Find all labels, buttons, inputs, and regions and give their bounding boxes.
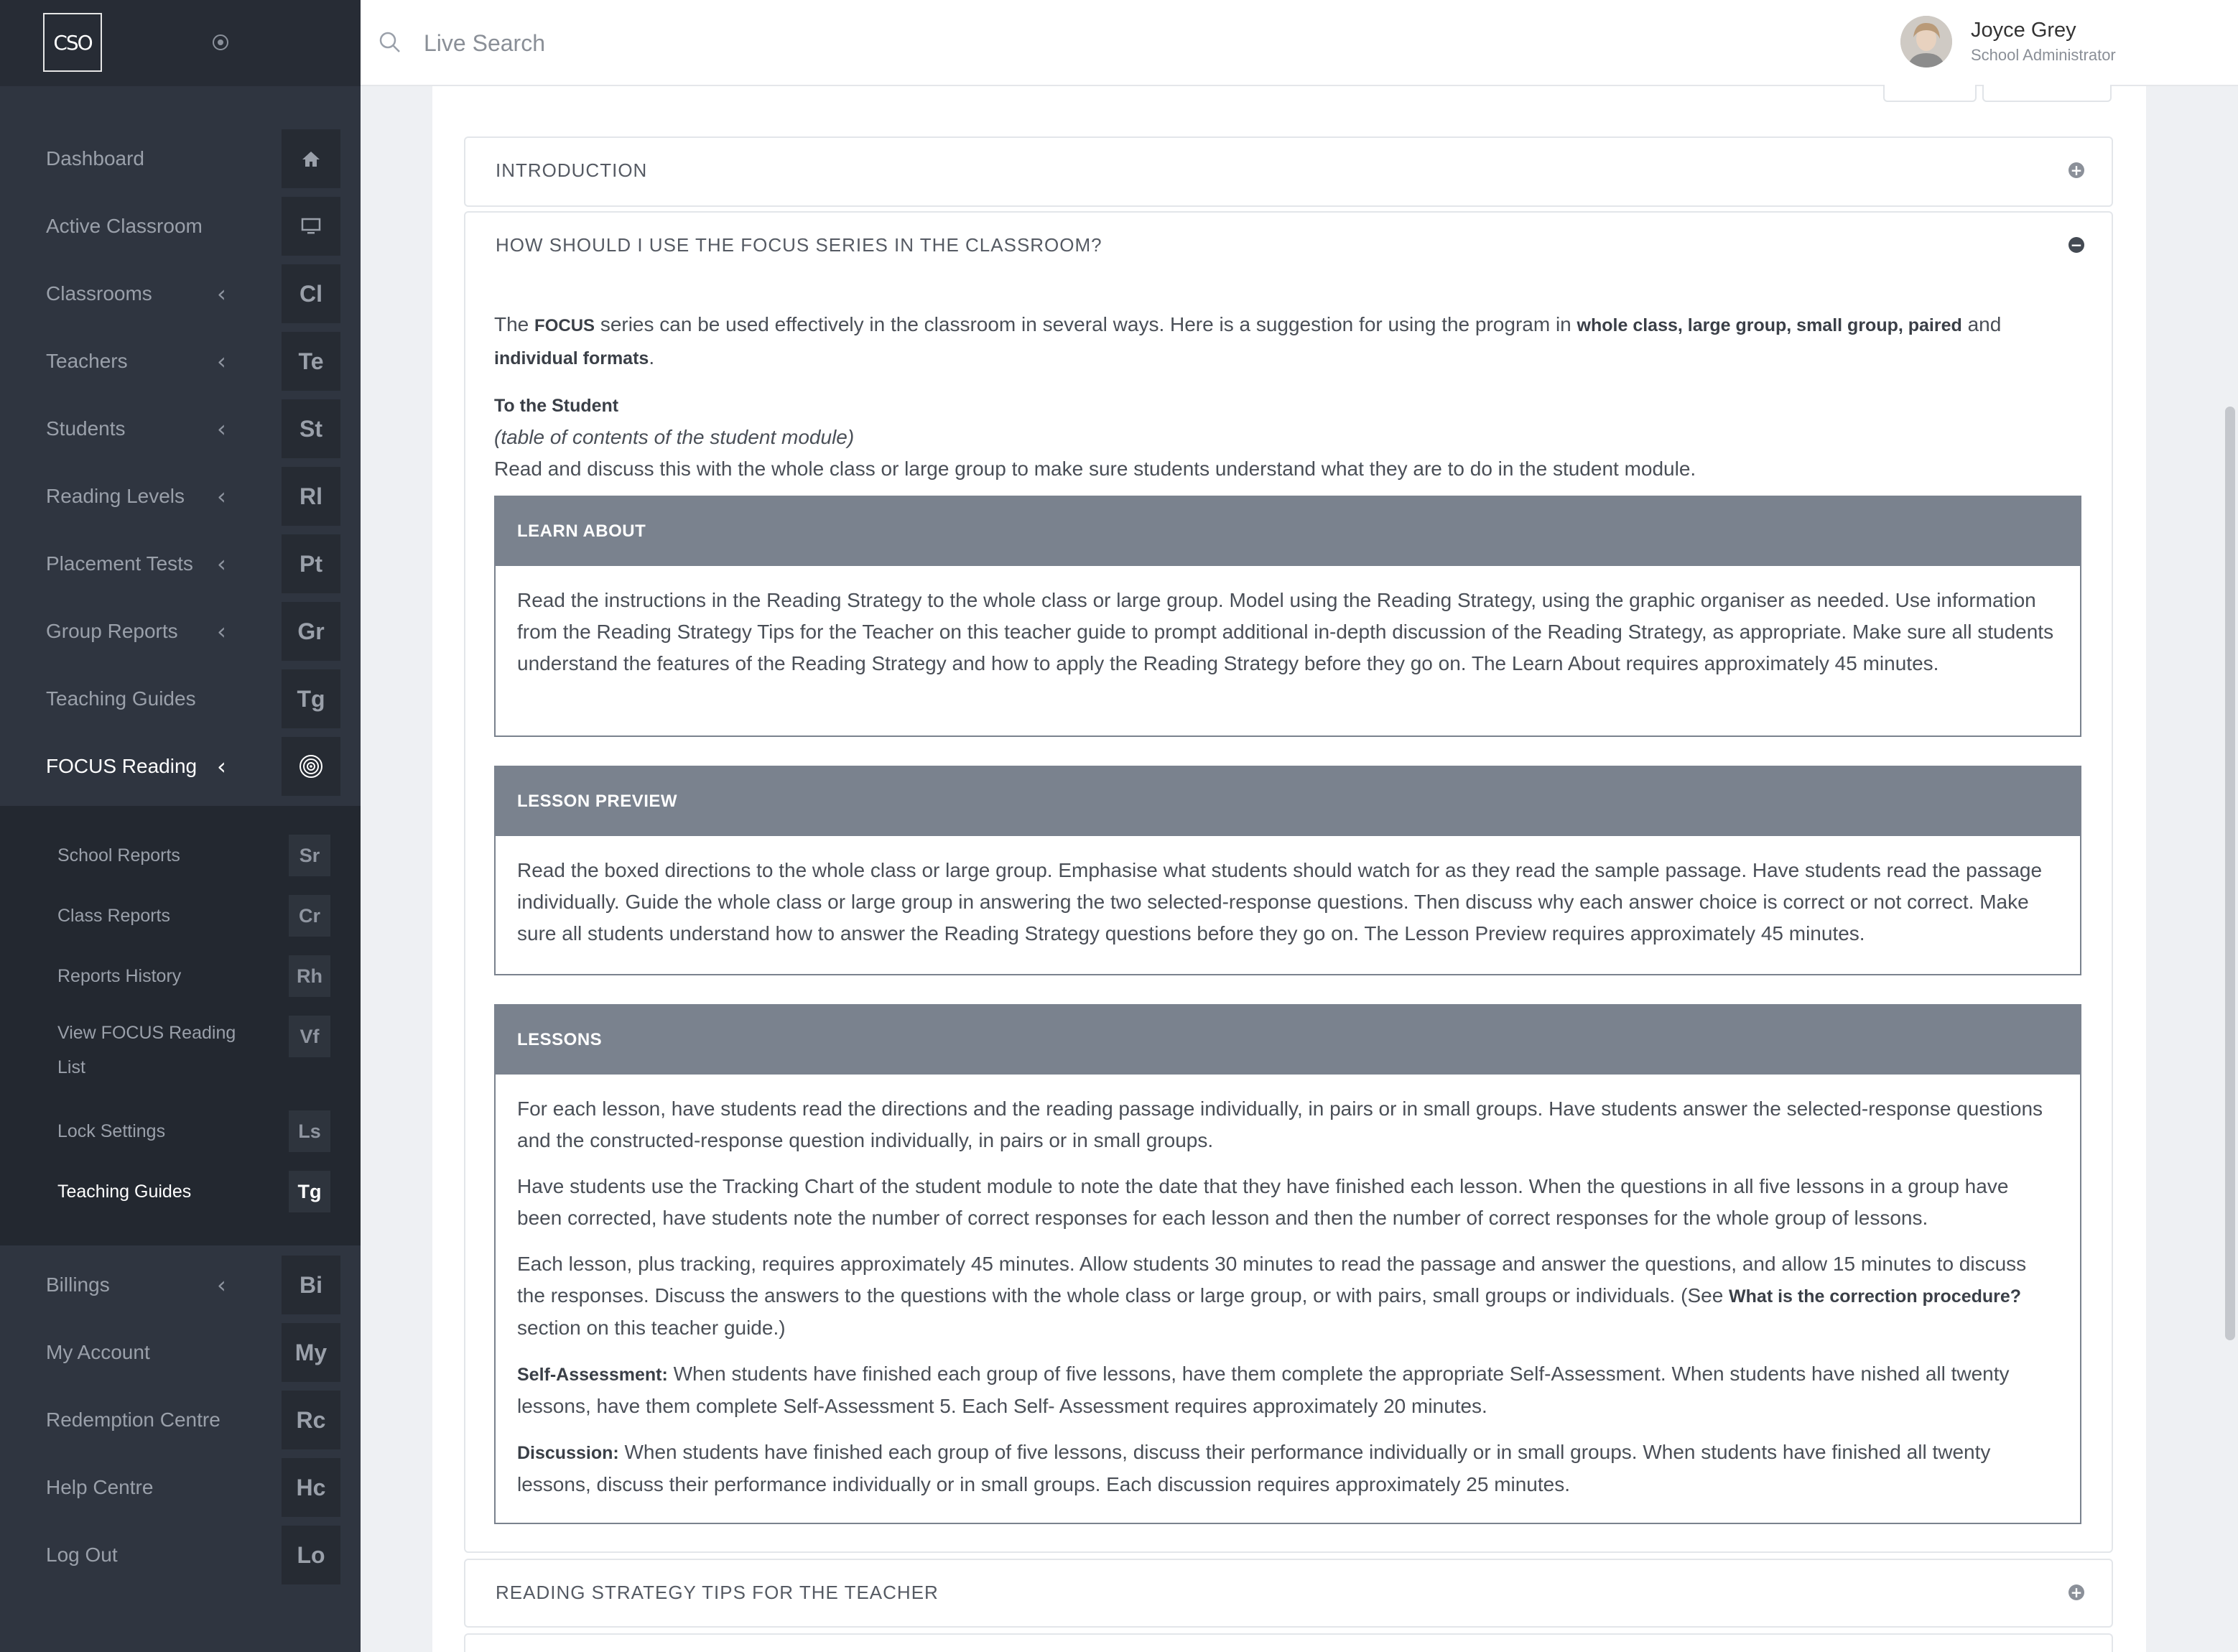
user-name[interactable]: Joyce Grey	[1971, 19, 2076, 42]
lessons-box	[494, 1004, 2081, 1524]
sidebar-item-label: Billings	[46, 1273, 110, 1296]
focus-label: FOCUS	[534, 316, 595, 335]
sidebar-tile: Bi	[282, 1256, 340, 1314]
sidebar-subitem-view-focus-reading-list[interactable]	[0, 1016, 361, 1077]
sidebar-subitem-lock-settings[interactable]	[0, 1110, 361, 1152]
sidebar-tile: Lo	[282, 1526, 340, 1584]
sidebar-item-redemption-centre[interactable]	[0, 1386, 361, 1454]
sidebar	[0, 0, 361, 1652]
sidebar-item-label: Log Out	[46, 1544, 118, 1566]
toolbar-button[interactable]	[1982, 85, 2112, 102]
formats-bold: whole class, large group, small group, paired	[1577, 315, 1962, 335]
minus-circle-icon[interactable]: −	[2068, 237, 2084, 253]
lesson-preview-box	[494, 766, 2081, 975]
sidebar-item-help-centre[interactable]	[0, 1454, 361, 1521]
sidebar-subitem-label: Lock Settings	[57, 1121, 166, 1141]
sidebar-tile: Ls	[289, 1110, 330, 1152]
sidebar-tile: Tg	[289, 1171, 330, 1212]
chevron-left-icon: ‹	[217, 1271, 226, 1299]
toolbar-button[interactable]	[1883, 85, 1977, 102]
accordion-title[interactable]: HOW SHOULD I USE THE FOCUS SERIES IN THE CLASSROOM?	[496, 234, 1102, 256]
student-section	[494, 389, 2074, 485]
accordion-next[interactable]	[464, 1633, 2113, 1652]
sidebar-item-billings[interactable]	[0, 1251, 361, 1319]
sidebar-item-students[interactable]	[0, 395, 361, 463]
sidebar-item-label: Active Classroom	[46, 215, 203, 237]
accordion-title: READING STRATEGY TIPS FOR THE TEACHER	[496, 1582, 939, 1603]
lessons-text: section on this teacher guide.)	[517, 1317, 786, 1339]
sidebar-item-label: Classrooms	[46, 282, 152, 305]
avatar[interactable]	[1900, 16, 1952, 68]
intro-paragraph	[494, 309, 2074, 374]
sidebar-item-my-account[interactable]	[0, 1319, 361, 1386]
plus-circle-icon[interactable]: +	[2068, 162, 2084, 178]
sidebar-tile: Cr	[289, 895, 330, 937]
learn-about-title: LEARN ABOUT	[496, 497, 2080, 566]
sidebar-item-label: FOCUS Reading	[46, 755, 198, 777]
self-assessment-label: Self-Assessment:	[517, 1365, 668, 1385]
sidebar-tile: Cl	[282, 264, 340, 323]
search-input[interactable]	[424, 26, 855, 60]
lessons-title: LESSONS	[496, 1006, 2080, 1075]
sidebar-item-label: Redemption Centre	[46, 1409, 220, 1431]
accordion-introduction[interactable]	[464, 136, 2113, 207]
student-heading: To the Student	[494, 396, 619, 416]
plus-circle-icon[interactable]: +	[2068, 1584, 2084, 1600]
student-subheading: (table of contents of the student module)	[494, 426, 855, 448]
correction-procedure-link: What is the correction procedure?	[1729, 1286, 2022, 1307]
sidebar-item-label: Group Reports	[46, 620, 178, 642]
sidebar-subitem-reports-history[interactable]	[0, 955, 361, 997]
brand-bar	[0, 0, 361, 86]
sidebar-item-label: Help Centre	[46, 1476, 154, 1498]
sidebar-submenu	[0, 806, 361, 1245]
accordion-reading-strategy-tips[interactable]	[464, 1559, 2113, 1628]
intro-text: The	[494, 313, 529, 335]
sidebar-tile: My	[282, 1323, 340, 1382]
sidebar-item-dashboard[interactable]	[0, 125, 361, 192]
sidebar-item-log-out[interactable]	[0, 1521, 361, 1589]
sidebar-tile: Rc	[282, 1391, 340, 1449]
chevron-left-icon: ‹	[217, 348, 226, 375]
sidebar-tile: Hc	[282, 1458, 340, 1517]
sidebar-tile: Sr	[289, 835, 330, 876]
sidebar-tile: Rh	[289, 955, 330, 997]
sidebar-subitem-teaching-guides[interactable]	[0, 1171, 361, 1212]
lessons-paragraph	[517, 1248, 2058, 1344]
sidebar-tile: Rl	[282, 467, 340, 526]
lessons-paragraph	[517, 1437, 2058, 1500]
sidebar-pin-icon[interactable]	[213, 34, 228, 50]
sidebar-item-group-reports[interactable]	[0, 598, 361, 665]
chevron-left-icon: ‹	[217, 550, 226, 577]
home-icon	[282, 129, 340, 188]
chevron-left-icon: ‹	[217, 618, 226, 645]
sidebar-item-teaching-guides[interactable]	[0, 665, 361, 733]
lessons-paragraph	[517, 1358, 2058, 1422]
sidebar-subitem-school-reports[interactable]	[0, 835, 361, 876]
lesson-preview-title: LESSON PREVIEW	[496, 767, 2080, 836]
sidebar-item-label: Students	[46, 417, 126, 440]
sidebar-tile: St	[282, 399, 340, 458]
lessons-text: When students have finished each group of five lessons, discuss their performance individually or in small groups. When students have finished all twenty lessons, discuss their performance individually or in small groups. Each discussion requires approximately 25 minutes.	[517, 1441, 1991, 1495]
chevron-left-icon: ‹	[217, 280, 226, 307]
sidebar-subitem-class-reports[interactable]	[0, 895, 361, 937]
lessons-paragraph: For each lesson, have students read the directions and the reading passage individually, in pairs or in small groups. Have students answer the selected-response questions and the constructed-response question individually, in pairs or in small groups.	[517, 1098, 2043, 1151]
sidebar-subitem-label: View FOCUS Reading List	[57, 1023, 236, 1077]
lessons-text: When students have finished each group of five lessons, have them complete the appropriate Self-Assessment. When students have nished all twenty lessons, have them complete Self-Assessment 5. Each Self- Assessment requires approximately 20 minutes.	[517, 1363, 2010, 1417]
accordion-title: INTRODUCTION	[496, 159, 648, 181]
monitor-icon	[282, 197, 340, 256]
sidebar-tile: Tg	[282, 669, 340, 728]
student-text: Read and discuss this with the whole class or large group to make sure students understand what they are to do in the student module.	[494, 458, 1696, 480]
sidebar-item-teachers[interactable]	[0, 328, 361, 395]
lesson-preview-text: Read the boxed directions to the whole class or large group. Emphasise what students should watch for as they read the sample passage. Have students read the passage individually. Guide the whole class or large group in answering the two selected-response questions. Then discuss why each answer choice is correct or not correct. Make sure all students understand how to answer the Reading Strategy questions before they go on. The Lesson Preview requires approximately 45 minutes.	[517, 859, 2043, 945]
chevron-left-icon: ‹	[217, 415, 226, 442]
sidebar-item-classrooms[interactable]	[0, 260, 361, 328]
sidebar-item-label: Teachers	[46, 350, 128, 372]
learn-about-text: Read the instructions in the Reading Strategy to the whole class or large group. Model using the Reading Strategy, using the graphic organiser as needed. Use information from the Reading Strategy Tips for the Teacher on this teacher guide to prompt additional in-depth discussion of the Reading Strategy, as appropriate. Make sure all students understand the features of the Reading Strategy and how to apply the Reading Strategy before they go on. The Learn About requires approximately 45 minutes.	[517, 589, 2054, 674]
formats-bold: individual formats	[494, 348, 649, 368]
logo[interactable]: CSO	[43, 13, 102, 72]
intro-text: .	[649, 346, 655, 368]
sidebar-subitem-label: Teaching Guides	[57, 1182, 192, 1202]
search-icon[interactable]	[379, 32, 401, 53]
intro-text: and	[1967, 313, 2002, 335]
sidebar-tile: Te	[282, 332, 340, 391]
user-role: School Administrator	[1971, 46, 2116, 64]
chevron-left-icon: ‹	[217, 753, 226, 780]
sidebar-item-label: Teaching Guides	[46, 687, 196, 710]
lessons-text: Each lesson, plus tracking, requires approximately 45 minutes. Allow students 30 minutes to read the passage and answer the questions, and allow 15 minutes to discuss the responses. Discuss the answers to the questions with the whole class or large group, or with pairs, small groups or individuals. (See	[517, 1253, 2027, 1307]
sidebar-item-label: Reading Levels	[46, 485, 185, 507]
sidebar-item-focus-reading[interactable]	[0, 733, 361, 800]
discussion-label: Discussion:	[517, 1443, 619, 1463]
sidebar-item-label: My Account	[46, 1341, 150, 1363]
chevron-left-icon: ‹	[217, 483, 226, 510]
sidebar-item-label: Dashboard	[46, 147, 144, 170]
sidebar-item-active-classroom[interactable]	[0, 192, 361, 260]
sidebar-subitem-label: School Reports	[57, 845, 180, 866]
target-icon	[282, 737, 340, 796]
sidebar-subitem-label: Reports History	[57, 966, 182, 986]
top-bar	[361, 0, 2238, 86]
scrollbar-thumb[interactable]	[2225, 407, 2235, 1340]
sidebar-tile: Pt	[282, 534, 340, 593]
sidebar-subitem-label: Class Reports	[57, 906, 170, 926]
sidebar-item-placement-tests[interactable]	[0, 530, 361, 598]
sidebar-item-reading-levels[interactable]	[0, 463, 361, 530]
learn-about-box	[494, 496, 2081, 737]
sidebar-item-label: Placement Tests	[46, 552, 193, 575]
sidebar-tile: Gr	[282, 602, 340, 661]
intro-text: series can be used effectively in the classroom in several ways. Here is a suggestion for using the program in	[600, 313, 1571, 335]
lessons-paragraph: Have students use the Tracking Chart of the student module to note the date that they have finished each lesson. When the questions in all five lessons in a group have been corrected, have students note the number of correct responses for each lesson and then the number of correct responses for the whole group of lessons.	[517, 1175, 2009, 1229]
sidebar-tile: Vf	[289, 1016, 330, 1057]
